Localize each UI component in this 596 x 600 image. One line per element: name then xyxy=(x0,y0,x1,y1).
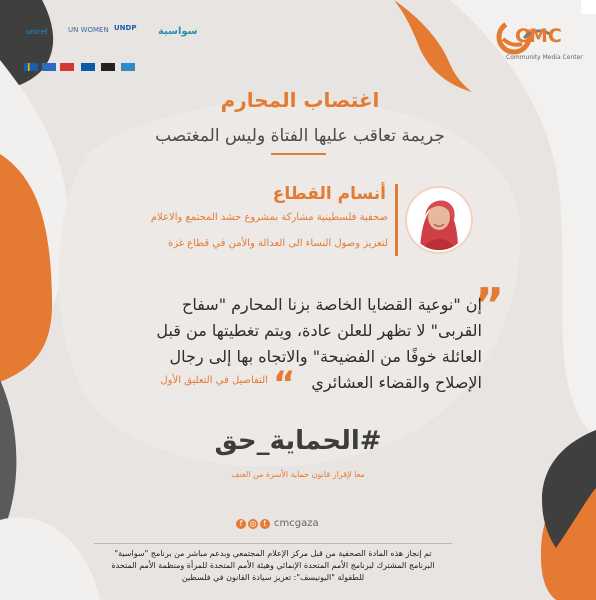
partner-flag-2 xyxy=(42,63,56,71)
facebook-icon[interactable]: f xyxy=(236,519,246,529)
campaign-tagline: معا لإقرار قانون حماية الأسرة من العنف xyxy=(231,470,365,479)
partner-flag-5 xyxy=(101,63,115,71)
partner-flag-6 xyxy=(121,63,135,71)
author-role: صحفية فلسطينية مشاركة بمشروع حشد المجتمع والاعلام xyxy=(150,212,388,223)
partner-sawasya: سواسية xyxy=(158,26,198,37)
twitter-icon[interactable]: t xyxy=(260,519,270,529)
quote-note: التفاصيل في التعليق الأول xyxy=(160,375,268,386)
footer-divider xyxy=(94,543,452,544)
footer-line-3: للطفولة "اليونيسف": تعزيز سيادة القانون في فلسطين xyxy=(181,573,365,582)
social-links xyxy=(236,518,319,530)
social-handle[interactable]: cmcgaza xyxy=(274,518,319,529)
article-title: اغتصاب المحارم xyxy=(220,88,380,112)
author-name: أنسام القطاع xyxy=(272,184,386,204)
partner-unicef: unicef xyxy=(26,28,48,36)
quote-close-icon: “ xyxy=(273,364,296,404)
partner-un-women: UN WOMEN xyxy=(68,26,109,34)
author-avatar xyxy=(407,188,471,252)
quote-line-1: إن "نوعية القضايا الخاصة بزنا المحارم "سفاح xyxy=(182,295,482,314)
quote-open-icon: ” xyxy=(474,278,505,332)
partner-undp: UNDP xyxy=(114,24,137,32)
campaign-hashtag: #الحماية_حق xyxy=(214,426,382,456)
cmc-logo-text: CMC xyxy=(515,25,562,47)
footer-credits xyxy=(94,548,452,584)
partner-logos xyxy=(12,10,202,70)
footer-line-1: تم إنجاز هذه المادة الصحفية من قبل مركز الإعلام المجتمعي وبدعم مباشر من برنامج "سواسية" xyxy=(114,549,432,558)
cmc-tagline: Community Media Center xyxy=(506,54,583,61)
quote-line-2: القربى" لا تظهر للعلن عادة، ويتم تغطيتها من قبل xyxy=(156,321,482,340)
cmc-logo xyxy=(496,18,583,66)
quote-line-3: العائلة خوفًا من الفضيحة" والاتجاه بها إلى رجال xyxy=(169,347,482,366)
title-underline xyxy=(271,153,326,155)
partner-flag-3 xyxy=(60,63,74,71)
instagram-icon[interactable]: ◎ xyxy=(249,519,257,528)
quote-line-4: الإصلاح والقضاء العشائري xyxy=(311,373,482,392)
corner-marker xyxy=(581,0,596,14)
author-divider xyxy=(395,184,398,256)
partner-flag-4 xyxy=(81,63,95,71)
woman-portrait-icon xyxy=(407,188,471,252)
partner-flag-1 xyxy=(24,63,38,71)
footer-line-2: البرنامج المشترك لبرنامج الأمم المتحدة الإنمائي وهيئة الأمم المتحدة للمرأة ومنظمة الأمم المتحدة xyxy=(111,561,435,570)
author-role-secondary: لتعزيز وصول النساء الى العدالة والأمن في قطاع غزة xyxy=(167,238,388,249)
article-subtitle: جريمة تعاقب عليها الفتاة وليس المغتصب xyxy=(155,126,445,146)
